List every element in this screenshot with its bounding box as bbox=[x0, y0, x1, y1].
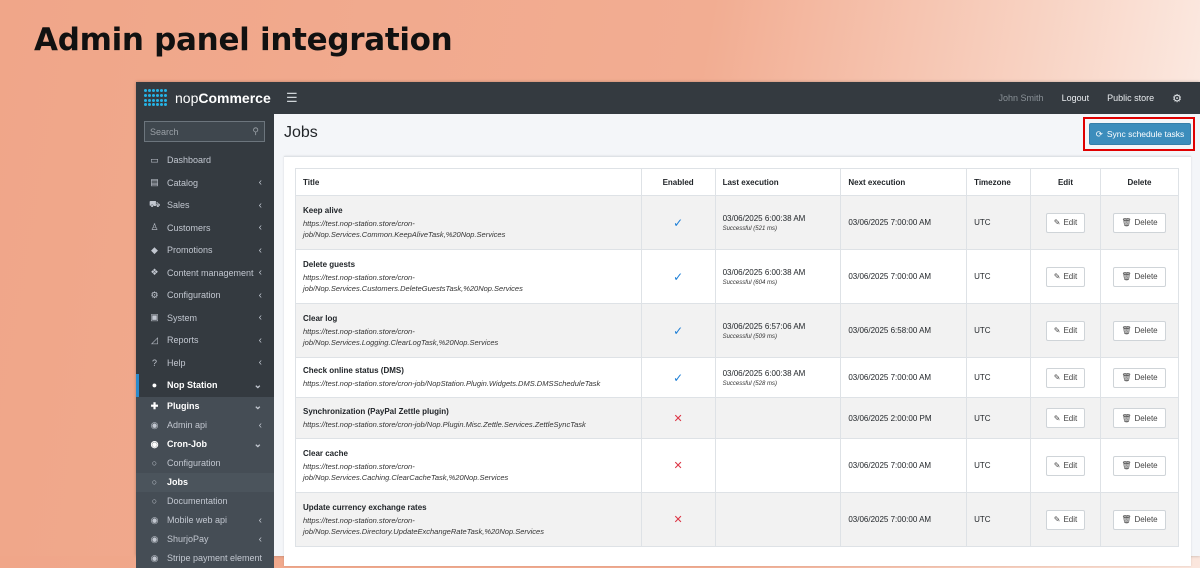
chart-icon: ◿ bbox=[151, 334, 158, 345]
job-title-cell bbox=[296, 493, 642, 547]
job-url: https://test.nop-station.store/cron- job/Nop.Services.Directory.UpdateExchangeRateTask,%20Nop.Services bbox=[303, 515, 544, 536]
dot-circle-icon: ◉ bbox=[150, 438, 159, 449]
top-navbar bbox=[136, 82, 1200, 114]
circle-outline-icon: ○ bbox=[151, 496, 158, 506]
chevron-left-icon: ‹ bbox=[258, 177, 262, 189]
job-title-cell bbox=[296, 358, 642, 398]
next-execution: 03/06/2025 7:00:00 AM bbox=[841, 250, 967, 304]
job-title: Keep alive bbox=[303, 205, 343, 215]
pencil-icon: ✎ bbox=[1053, 272, 1061, 281]
sidebar-item-plugins[interactable]: ✚ Plugins ⌄ bbox=[150, 400, 262, 412]
last-execution-cell bbox=[715, 250, 841, 304]
sidebar-item-content-management[interactable]: ❖ Content management ‹ bbox=[150, 267, 262, 279]
delete-cell bbox=[1100, 358, 1178, 398]
edit-cell bbox=[1031, 398, 1101, 439]
timezone: UTC bbox=[967, 358, 1031, 398]
public-store-link[interactable]: Public store bbox=[1107, 93, 1155, 103]
page-title: Jobs bbox=[284, 124, 318, 141]
check-icon: ✓ bbox=[641, 304, 715, 358]
job-title: Clear log bbox=[303, 313, 338, 323]
edit-button[interactable]: ✎ Edit bbox=[1046, 510, 1086, 530]
job-title: Update currency exchange rates bbox=[303, 502, 427, 512]
dot-circle-icon: ◉ bbox=[150, 514, 159, 525]
sidebar-item-dashboard[interactable]: ▭ Dashboard bbox=[150, 154, 212, 166]
edit-cell bbox=[1031, 250, 1101, 304]
circle-outline-icon: ○ bbox=[151, 477, 158, 487]
search-placeholder: Search bbox=[150, 126, 179, 137]
sidebar-item-system[interactable]: ▣ System ‹ bbox=[150, 312, 262, 324]
sidebar-item-customers[interactable]: ♙ Customers ‹ bbox=[150, 222, 262, 234]
chevron-left-icon: ‹ bbox=[258, 357, 262, 369]
header-timezone[interactable]: Timezone bbox=[967, 169, 1031, 196]
table-row bbox=[296, 304, 1179, 358]
sidebar-item-stripe[interactable]: ◉ Stripe payment element bbox=[150, 552, 263, 563]
check-icon: ✓ bbox=[641, 250, 715, 304]
pencil-icon: ✎ bbox=[1053, 218, 1061, 227]
last-execution-cell bbox=[715, 439, 841, 493]
edit-cell bbox=[1031, 493, 1101, 547]
sidebar-item-catalog[interactable]: ▤ Catalog ‹ bbox=[150, 177, 262, 189]
header-edit: Edit bbox=[1031, 169, 1101, 196]
sync-button-label: Sync schedule tasks bbox=[1106, 129, 1185, 139]
chevron-down-icon: ⌄ bbox=[253, 400, 262, 412]
job-title: Delete guests bbox=[303, 259, 356, 269]
sidebar bbox=[136, 114, 274, 563]
delete-button[interactable]: 🗑 Delete bbox=[1113, 408, 1165, 428]
delete-cell bbox=[1100, 493, 1178, 547]
delete-button[interactable]: 🗑 Delete bbox=[1113, 213, 1165, 233]
job-url: https://test.nop-station.store/cron- job/Nop.Services.Logging.ClearLogTask,%20Nop.Services bbox=[303, 326, 499, 347]
table-row bbox=[296, 439, 1179, 493]
sync-icon: ⟳ bbox=[1095, 128, 1103, 139]
sidebar-item-documentation[interactable]: ○ Documentation bbox=[136, 492, 274, 511]
x-icon: ✕ bbox=[641, 493, 715, 547]
delete-button[interactable]: 🗑 Delete bbox=[1113, 321, 1165, 341]
delete-cell bbox=[1100, 196, 1178, 250]
chevron-left-icon: ‹ bbox=[258, 419, 262, 431]
last-execution-time: 03/06/2025 6:57:06 AM bbox=[722, 321, 806, 331]
edit-cell bbox=[1031, 358, 1101, 398]
book-icon: ▤ bbox=[150, 177, 159, 188]
next-execution: 03/06/2025 7:00:00 AM bbox=[841, 358, 967, 398]
last-execution-status: Successful (528 ms) bbox=[722, 380, 777, 387]
sidebar-item-shurjopay[interactable]: ◉ ShurjoPay ‹ bbox=[150, 533, 262, 545]
edit-cell bbox=[1031, 439, 1101, 493]
last-execution-time: 03/06/2025 6:00:38 AM bbox=[722, 368, 806, 378]
gears-icon: ⚙ bbox=[150, 289, 159, 300]
delete-cell bbox=[1100, 250, 1178, 304]
app-window bbox=[136, 82, 1200, 563]
edit-button[interactable]: ✎ Edit bbox=[1046, 267, 1086, 287]
chevron-left-icon: ‹ bbox=[258, 289, 262, 301]
check-icon: ✓ bbox=[641, 358, 715, 398]
user-icon: ♙ bbox=[150, 222, 159, 233]
edit-button[interactable]: ✎ Edit bbox=[1046, 456, 1086, 476]
header-enabled[interactable]: Enabled bbox=[641, 169, 715, 196]
edit-button[interactable]: ✎ Edit bbox=[1046, 408, 1086, 428]
timezone: UTC bbox=[967, 398, 1031, 439]
table-row bbox=[296, 250, 1179, 304]
table-header-row bbox=[296, 169, 1179, 196]
sidebar-item-cron-configuration[interactable]: ○ Configuration bbox=[136, 454, 274, 473]
logout-link[interactable]: Logout bbox=[1061, 93, 1090, 103]
table-row bbox=[296, 493, 1179, 547]
chevron-left-icon: ‹ bbox=[258, 312, 262, 324]
logo-dots-icon bbox=[144, 89, 170, 107]
delete-cell bbox=[1100, 439, 1178, 493]
circle-outline-icon: ○ bbox=[151, 458, 158, 468]
job-url: https://test.nop-station.store/cron- job/Nop.Services.Common.KeepAliveTask,%20Nop.Services bbox=[303, 218, 506, 239]
delete-cell bbox=[1100, 304, 1178, 358]
edit-cell bbox=[1031, 304, 1101, 358]
last-execution-status: Successful (509 ms) bbox=[722, 333, 777, 340]
pencil-icon: ✎ bbox=[1053, 373, 1061, 382]
trash-icon: 🗑 bbox=[1121, 218, 1132, 227]
chevron-left-icon: ‹ bbox=[258, 334, 262, 346]
page-heading: Admin panel integration bbox=[34, 22, 453, 58]
trash-icon: 🗑 bbox=[1121, 373, 1132, 382]
search-icon[interactable]: ⚲ bbox=[252, 126, 259, 136]
trash-icon: 🗑 bbox=[1121, 515, 1132, 524]
last-execution-status: Successful (604 ms) bbox=[722, 279, 777, 286]
timezone: UTC bbox=[967, 250, 1031, 304]
header-last-execution[interactable]: Last execution bbox=[715, 169, 841, 196]
trash-icon: 🗑 bbox=[1121, 326, 1132, 335]
sidebar-item-mobile-web-api[interactable]: ◉ Mobile web api ‹ bbox=[150, 514, 262, 526]
pencil-icon: ✎ bbox=[1053, 413, 1061, 423]
edit-button[interactable]: ✎ Edit bbox=[1046, 321, 1086, 341]
dashboard-icon: ▭ bbox=[150, 154, 159, 165]
delete-button[interactable]: 🗑 Delete bbox=[1113, 456, 1165, 476]
table-row bbox=[296, 398, 1179, 439]
job-title-cell bbox=[296, 250, 642, 304]
gears-icon[interactable]: ⚙ bbox=[1172, 92, 1182, 105]
sidebar-item-help[interactable]: ? Help ‹ bbox=[136, 352, 274, 375]
job-title-cell bbox=[296, 398, 642, 439]
next-execution: 03/06/2025 2:00:00 PM bbox=[841, 398, 967, 439]
cart-icon: ⛟ bbox=[149, 199, 161, 210]
sidebar-item-cron-job[interactable]: ◉ Cron-Job ⌄ bbox=[150, 438, 262, 450]
sidebar-item-jobs[interactable]: ○ Jobs bbox=[136, 473, 274, 492]
trash-icon: 🗑 bbox=[1121, 413, 1132, 423]
chevron-left-icon: ‹ bbox=[258, 222, 262, 234]
header-next-execution[interactable]: Next execution bbox=[841, 169, 967, 196]
delete-button[interactable]: 🗑 Delete bbox=[1113, 510, 1165, 530]
dot-circle-icon: ◉ bbox=[150, 552, 159, 563]
last-execution-time: 03/06/2025 6:00:38 AM bbox=[722, 213, 806, 223]
timezone: UTC bbox=[967, 439, 1031, 493]
last-execution-status: Successful (521 ms) bbox=[722, 225, 777, 232]
dot-circle-icon: ◉ bbox=[150, 533, 159, 544]
brand-name: nopCommerce bbox=[175, 90, 271, 106]
cubes-icon: ❖ bbox=[150, 267, 159, 278]
last-execution-cell bbox=[715, 196, 841, 250]
job-title: Synchronization (PayPal Zettle plugin) bbox=[303, 406, 449, 416]
delete-cell bbox=[1100, 398, 1178, 439]
timezone: UTC bbox=[967, 304, 1031, 358]
job-title: Check online status (DMS) bbox=[303, 366, 404, 375]
delete-button[interactable]: 🗑 Delete bbox=[1113, 368, 1165, 388]
jobs-table bbox=[295, 168, 1179, 547]
hamburger-menu-icon[interactable]: ☰ bbox=[286, 90, 298, 105]
next-execution: 03/06/2025 6:58:00 AM bbox=[841, 304, 967, 358]
job-url: https://test.nop-station.store/cron-job/Nop.Plugin.Misc.Zettle.Services.ZettleSyncTask bbox=[303, 419, 586, 429]
pencil-icon: ✎ bbox=[1053, 461, 1061, 470]
question-icon: ? bbox=[151, 357, 157, 368]
sidebar-item-reports[interactable]: ◿ Reports ‹ bbox=[136, 329, 274, 352]
brand-logo[interactable] bbox=[136, 82, 274, 114]
table-row bbox=[296, 196, 1179, 250]
delete-button[interactable]: 🗑 Delete bbox=[1113, 267, 1165, 287]
edit-button[interactable]: ✎ Edit bbox=[1046, 368, 1086, 388]
job-title: Clear cache bbox=[303, 448, 348, 458]
pencil-icon: ✎ bbox=[1053, 515, 1061, 524]
x-icon: ✕ bbox=[641, 439, 715, 493]
last-execution-cell bbox=[715, 304, 841, 358]
job-url: https://test.nop-station.store/cron-job/NopStation.Plugin.Widgets.DMS.DMSScheduleTask bbox=[303, 379, 601, 388]
puzzle-icon: ✚ bbox=[150, 400, 159, 411]
job-title-cell bbox=[296, 196, 642, 250]
job-title-cell bbox=[296, 304, 642, 358]
chevron-left-icon: ‹ bbox=[258, 514, 262, 526]
jobs-card bbox=[284, 156, 1191, 566]
main-content bbox=[274, 114, 1200, 556]
trash-icon: 🗑 bbox=[1121, 272, 1132, 281]
x-icon: ✕ bbox=[641, 398, 715, 439]
sidebar-item-sales[interactable]: ⛟ Sales ‹ bbox=[149, 199, 262, 211]
chevron-left-icon: ‹ bbox=[258, 533, 262, 545]
sync-schedule-tasks-button[interactable] bbox=[1089, 123, 1191, 145]
dot-circle-icon: ◉ bbox=[150, 419, 159, 430]
sidebar-item-promotions[interactable]: ◆ Promotions ‹ bbox=[136, 239, 274, 262]
timezone: UTC bbox=[967, 196, 1031, 250]
circle-icon: ● bbox=[151, 380, 158, 391]
chevron-left-icon: ‹ bbox=[258, 199, 262, 211]
sidebar-search-input[interactable] bbox=[144, 121, 265, 142]
header-delete: Delete bbox=[1100, 169, 1178, 196]
job-url: https://test.nop-station.store/cron- job/Nop.Services.Caching.ClearCacheTask,%20Nop.Services bbox=[303, 461, 509, 482]
pencil-icon: ✎ bbox=[1053, 326, 1061, 335]
header-title[interactable]: Title bbox=[296, 169, 642, 196]
job-title-cell bbox=[296, 439, 642, 493]
chevron-left-icon: ‹ bbox=[258, 267, 262, 279]
check-icon: ✓ bbox=[641, 196, 715, 250]
next-execution: 03/06/2025 7:00:00 AM bbox=[841, 196, 967, 250]
last-execution-cell bbox=[715, 493, 841, 547]
timezone: UTC bbox=[967, 493, 1031, 547]
chevron-left-icon: ‹ bbox=[258, 244, 262, 256]
chevron-down-icon: ⌄ bbox=[253, 438, 262, 450]
last-execution-time: 03/06/2025 6:00:38 AM bbox=[722, 267, 806, 277]
trash-icon: 🗑 bbox=[1121, 461, 1132, 470]
tag-icon: ◆ bbox=[151, 244, 158, 255]
edit-cell bbox=[1031, 196, 1101, 250]
last-execution-cell bbox=[715, 398, 841, 439]
sidebar-item-nop-station[interactable]: ● Nop Station ⌄ bbox=[136, 374, 274, 397]
last-execution-cell bbox=[715, 358, 841, 398]
sidebar-item-configuration[interactable]: ⚙ Configuration ‹ bbox=[150, 289, 262, 301]
chevron-down-icon: ⌄ bbox=[253, 379, 262, 391]
cube-icon: ▣ bbox=[150, 312, 159, 323]
next-execution: 03/06/2025 7:00:00 AM bbox=[841, 439, 967, 493]
next-execution: 03/06/2025 7:00:00 AM bbox=[841, 493, 967, 547]
job-url: https://test.nop-station.store/cron- job/Nop.Services.Customers.DeleteGuestsTask,%20Nop.Services bbox=[303, 272, 523, 293]
table-row bbox=[296, 358, 1179, 398]
edit-button[interactable]: ✎ Edit bbox=[1046, 213, 1086, 233]
nop-station-submenu bbox=[136, 397, 274, 568]
sidebar-item-admin-api[interactable]: ◉ Admin api ‹ bbox=[150, 419, 262, 431]
username: John Smith bbox=[998, 93, 1044, 103]
